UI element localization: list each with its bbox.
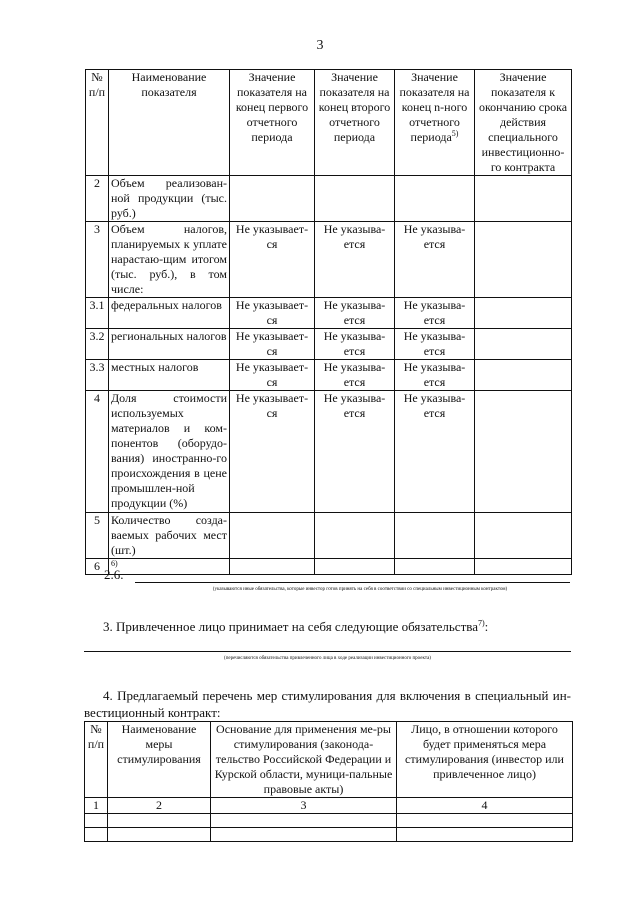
- row-value-1: Не указывает-ся: [230, 391, 315, 513]
- row-value-2: [315, 559, 395, 575]
- row-value-4: [475, 559, 572, 575]
- row-value-3: Не указыва-ется: [395, 391, 475, 513]
- row-value-3: [395, 559, 475, 575]
- col-number-4: 4: [397, 798, 573, 814]
- page-number: 3: [316, 38, 324, 53]
- row-name: региональных налогов: [109, 329, 230, 360]
- item-3-text: [103, 618, 488, 635]
- row-value-4: [475, 391, 572, 513]
- footnote-6: 6): [109, 559, 230, 575]
- row-number: 3.1: [86, 298, 109, 329]
- row-number: 4: [86, 391, 109, 513]
- table-row: [86, 298, 572, 329]
- row-number: 5: [86, 513, 109, 559]
- empty-cell: [397, 828, 573, 842]
- row-value-4: [475, 222, 572, 298]
- row-value-1: [230, 559, 315, 575]
- col-period2-header: Значение показателя на конец второго отчетного периода: [315, 70, 395, 176]
- row-value-4: [475, 298, 572, 329]
- item-4-text: 4. Предлагаемый перечень мер стимулирования для включения в специальный ин-вестиционный контракт:: [84, 688, 571, 720]
- row-number: 2: [86, 176, 109, 222]
- row-value-3: Не указыва-ется: [395, 329, 475, 360]
- row-number: 3: [86, 222, 109, 298]
- row-number: 3.2: [86, 329, 109, 360]
- item-3-caption: (перечисляются обязательства привлеченного лица в ходе реализации инвестиционного проекта): [224, 656, 431, 661]
- row-name: Объем реализован-ной продукции (тыс. руб.): [109, 176, 230, 222]
- row-name: Объем налогов, планируемых к уплате нарастаю-щим итогом (тыс. руб.), в том числе:: [109, 222, 230, 298]
- table-row: [86, 329, 572, 360]
- indicators-header-row: [86, 70, 572, 176]
- empty-cell: [211, 814, 397, 828]
- col-periodn-header: [395, 70, 475, 176]
- empty-cell: [211, 828, 397, 842]
- row-value-4: [475, 329, 572, 360]
- measures-header-row: [85, 722, 573, 798]
- row-name: Доля стоимости используемых материалов и ком-понентов (оборудо-вания) иностранно-го происхождения в цене промышлен-ной продукции (%): [109, 391, 230, 513]
- row-value-4: [475, 513, 572, 559]
- table-row: [86, 513, 572, 559]
- col-periodn-header-text: Значение показателя на конец n-ного отчетного периода: [399, 70, 470, 144]
- empty-cell: [85, 828, 108, 842]
- row-value-2: Не указыва-ется: [315, 298, 395, 329]
- footnote-5: 5): [451, 129, 459, 138]
- col-final-header: Значение показателя к окончанию срока действия специального инвестиционно-го контракта: [475, 70, 572, 176]
- table-row: [86, 391, 572, 513]
- col-number-1: 1: [85, 798, 108, 814]
- table-row: [85, 828, 573, 842]
- row-value-3: [395, 513, 475, 559]
- row-value-1: [230, 513, 315, 559]
- item-2-6-label: 2.6.: [104, 567, 124, 582]
- empty-cell: [397, 814, 573, 828]
- row-value-2: Не указыва-ется: [315, 222, 395, 298]
- row-value-1: Не указывает-ся: [230, 222, 315, 298]
- row-name: местных налогов: [109, 360, 230, 391]
- table-row: [86, 222, 572, 298]
- item-3-line: [84, 651, 571, 652]
- row-value-3: [395, 176, 475, 222]
- row-value-1: Не указывает-ся: [230, 360, 315, 391]
- row-value-2: Не указыва-ется: [315, 329, 395, 360]
- col-period1-header: Значение показателя на конец первого отчетного периода: [230, 70, 315, 176]
- col-name-header: Наименование показателя: [109, 70, 230, 176]
- row-value-1: Не указывает-ся: [230, 329, 315, 360]
- row-value-2: Не указыва-ется: [315, 391, 395, 513]
- row-value-1: Не указывает-ся: [230, 298, 315, 329]
- indicators-table: [85, 69, 572, 575]
- row-number: 6: [86, 559, 109, 575]
- row-value-4: [475, 176, 572, 222]
- column-numbering-row: [85, 798, 573, 814]
- table-row: [86, 360, 572, 391]
- col-person-header: Лицо, в отношении которого будет применяться мера стимулирования (инвестор или привлеченное лицо): [397, 722, 573, 798]
- row-value-2: [315, 513, 395, 559]
- row-value-3: Не указыва-ется: [395, 298, 475, 329]
- row-value-2: Не указыва-ется: [315, 360, 395, 391]
- table-row: [85, 814, 573, 828]
- row-value-3: Не указыва-ется: [395, 360, 475, 391]
- col-number-header: № п/п: [85, 722, 108, 798]
- col-measure-name-header: Наименование меры стимулирования: [108, 722, 211, 798]
- row-number: 3.3: [86, 360, 109, 391]
- col-number-header: № п/п: [86, 70, 109, 176]
- item-3-body: 3. Привлеченное лицо принимает на себя следующие обязательства: [103, 619, 478, 634]
- item-3-colon: :: [484, 619, 489, 634]
- item-2-6-caption: (указываются иные обязательства, которые инвестор готов принять на себя в соответствии со специальным инвестиционным контрактом): [212, 587, 508, 592]
- item-2-6-line: [135, 582, 570, 583]
- row-value-1: [230, 176, 315, 222]
- table-row: [86, 559, 572, 575]
- footnote-7: 7): [478, 618, 485, 628]
- row-value-3: Не указыва-ется: [395, 222, 475, 298]
- row-name: Количество созда-ваемых рабочих мест (шт.): [109, 513, 230, 559]
- empty-cell: [108, 814, 211, 828]
- measures-table: [84, 721, 573, 842]
- empty-cell: [85, 814, 108, 828]
- col-basis-header: Основание для применения ме-ры стимулирования (законода-тельство Российской Федерации и Курской области, муници-пальные правовые акты): [211, 722, 397, 798]
- row-value-2: [315, 176, 395, 222]
- row-name: федеральных налогов: [109, 298, 230, 329]
- col-number-2: 2: [108, 798, 211, 814]
- col-number-3: 3: [211, 798, 397, 814]
- empty-cell: [108, 828, 211, 842]
- row-value-4: [475, 360, 572, 391]
- table-row: [86, 176, 572, 222]
